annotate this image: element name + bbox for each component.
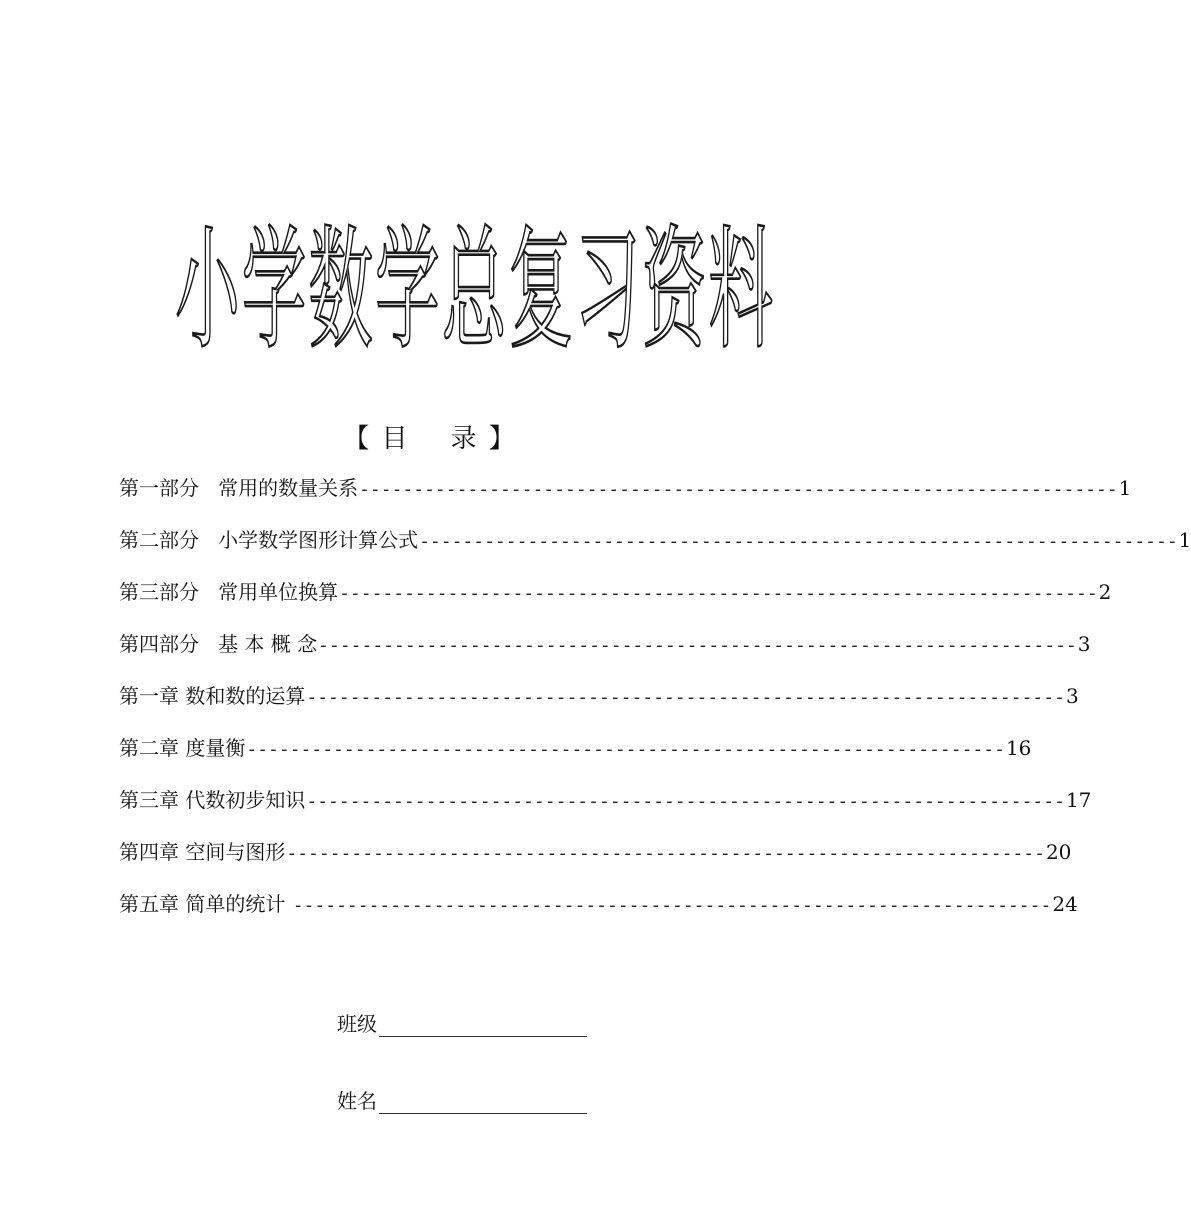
toc-entry-label: 第四部分 基 本 概 念 [119, 632, 318, 656]
cover-title-text: 小学数学总复习资料 [175, 213, 775, 369]
toc-leader: ---------------------------------------------------------------------- [306, 687, 1065, 708]
toc-entry-page: 3 [1065, 684, 1079, 708]
cover-title [170, 165, 780, 369]
table-of-contents [119, 470, 1191, 938]
toc-entry-page: 24 [1052, 892, 1078, 916]
toc-entry-page: 17 [1065, 788, 1092, 812]
toc-entry-chapter-5[interactable] [119, 886, 1078, 938]
toc-entry-part-3[interactable] [119, 574, 1112, 626]
toc-entry-chapter-1[interactable] [119, 678, 1079, 730]
toc-entry-page: 16 [1005, 736, 1032, 760]
toc-entry-chapter-3[interactable] [119, 782, 1092, 834]
toc-leader: ---------------------------------------------------------------------- [419, 531, 1178, 552]
toc-leader: ---------------------------------------------------------------------- [292, 895, 1052, 916]
toc-heading: 【 目 录 】 [343, 424, 517, 454]
toc-entry-part-2[interactable] [119, 522, 1191, 574]
toc-entry-page: 1 [1178, 528, 1191, 552]
toc-entry-label: 第三章 代数初步知识 [119, 788, 306, 812]
name-label: 姓名 [337, 1089, 377, 1113]
toc-leader: ---------------------------------------------------------------------- [306, 791, 1065, 812]
toc-entry-label: 第二章 度量衡 [119, 736, 246, 760]
toc-entry-chapter-2[interactable] [119, 730, 1032, 782]
toc-entry-label: 第四章 空间与图形 [119, 840, 286, 864]
toc-leader: ---------------------------------------------------------------------- [359, 479, 1118, 500]
toc-entry-chapter-4[interactable] [119, 834, 1072, 886]
toc-entry-page: 2 [1098, 580, 1112, 604]
name-blank-line[interactable] [379, 1091, 587, 1114]
toc-entry-page: 1 [1118, 476, 1132, 500]
toc-entry-label: 第二部分 小学数学图形计算公式 [119, 528, 419, 552]
toc-entry-page: 20 [1045, 840, 1072, 864]
toc-entry-part-4[interactable] [119, 626, 1091, 678]
toc-leader: ---------------------------------------------------------------------- [246, 739, 1005, 760]
toc-entry-label: 第一部分 常用的数量关系 [119, 476, 359, 500]
toc-entry-label: 第三部分 常用单位换算 [119, 580, 339, 604]
class-field [337, 1008, 587, 1037]
class-label: 班级 [337, 1012, 377, 1036]
class-blank-line[interactable] [379, 1014, 587, 1037]
toc-entry-part-1[interactable] [119, 470, 1132, 522]
toc-entry-page: 3 [1077, 632, 1091, 656]
toc-leader: ---------------------------------------------------------------------- [318, 635, 1077, 656]
name-field [337, 1085, 587, 1114]
toc-leader: ---------------------------------------------------------------------- [286, 843, 1045, 864]
toc-leader: ---------------------------------------------------------------------- [339, 583, 1098, 604]
toc-entry-label: 第五章 简单的统计 [119, 892, 292, 916]
toc-entry-label: 第一章 数和数的运算 [119, 684, 306, 708]
